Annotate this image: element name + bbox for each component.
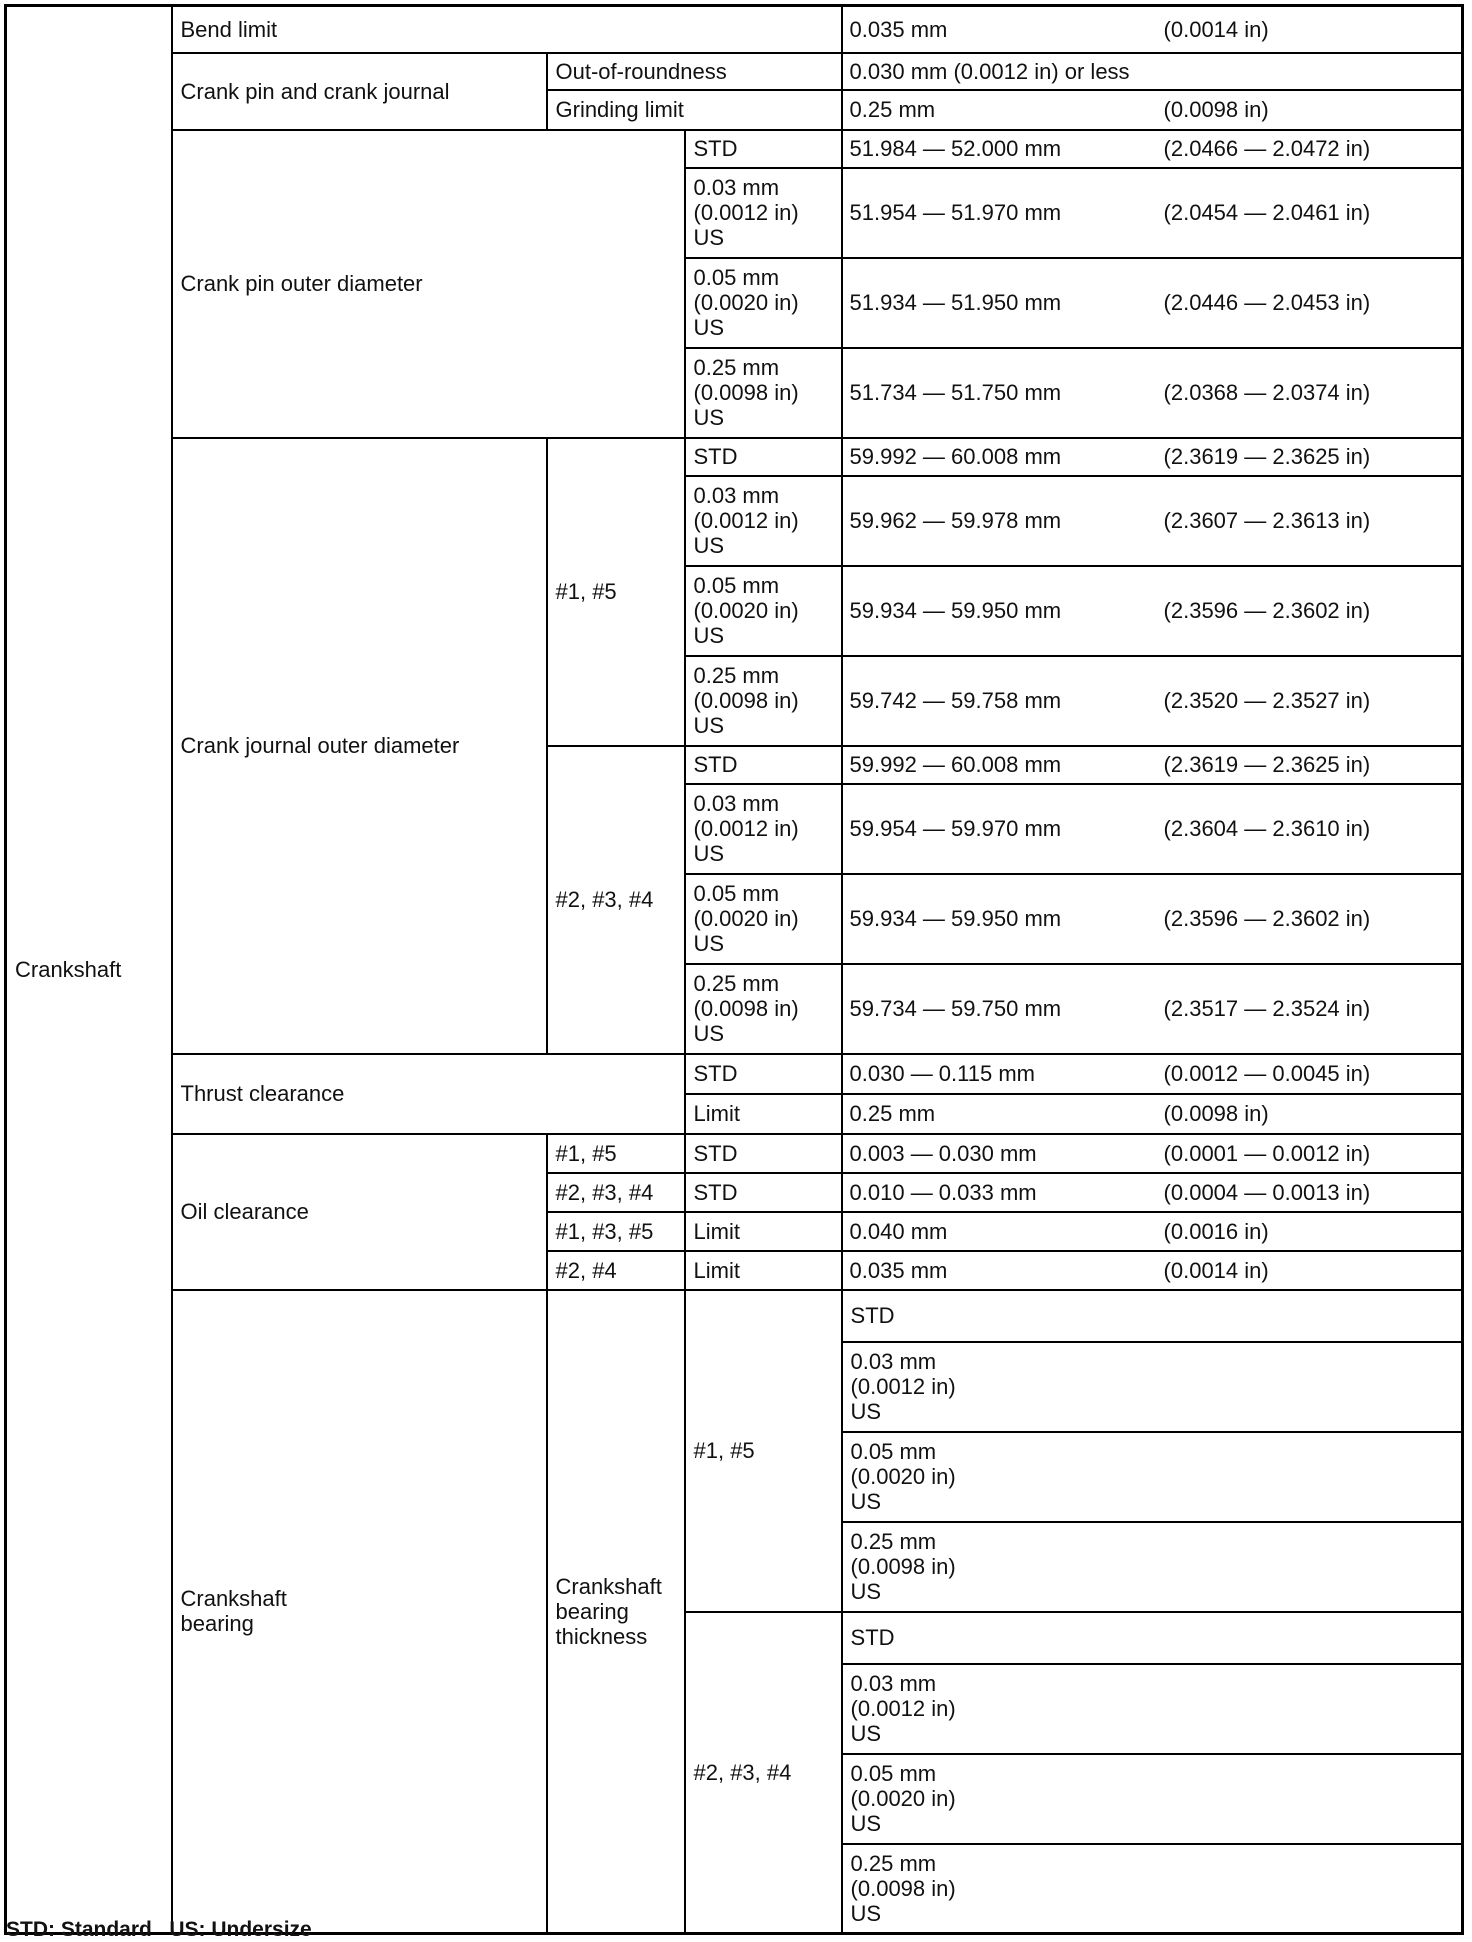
size-cell: 0.05 mm (0.0020 in) US [685,566,842,656]
param-crank-pin-od: Crank pin outer diameter [172,130,685,438]
size-cell: STD [685,1054,842,1094]
param-grinding-limit: Grinding limit [547,90,842,130]
param-crank-journal-od: Crank journal outer diameter [172,438,547,1054]
table-row [6,53,1463,90]
size-cell: STD [842,1290,1463,1342]
value-cell [842,1212,1463,1251]
imperial-value: (2.3604 — 2.3610 in) [1163,816,1371,841]
size-cell: Limit [685,1251,842,1290]
imperial-value: (0.0098 in) [1163,97,1269,122]
journal-group: #1, #5 [547,1134,685,1173]
size-cell: 0.03 mm (0.0012 in) US [685,784,842,874]
spec-table [4,4,1464,1935]
metric-value: 59.992 — 60.008 mm [849,444,1062,469]
metric-value: 0.003 — 0.030 mm [849,1140,1037,1166]
value-cell [842,874,1463,964]
metric-value: 59.954 — 59.970 mm [849,816,1062,841]
imperial-value: (0.0012 — 0.0045 in) [1163,1061,1371,1086]
imperial-value: (2.3619 — 2.3625 in) [1163,444,1371,469]
metric-value: 0.25 mm [849,97,936,122]
value-cell [842,784,1463,874]
journal-group: #2, #3, #4 [547,746,685,1054]
size-cell: 0.25 mm (0.0098 in) US [842,1522,1463,1612]
size-cell: 0.03 mm (0.0012 in) US [842,1342,1463,1432]
journal-group: #2, #4 [547,1251,685,1290]
metric-value: 59.962 — 59.978 mm [849,508,1062,533]
section-label-crankshaft-bearing: Crankshaft bearing [172,1290,547,1934]
size-cell: 0.03 mm (0.0012 in) US [685,168,842,258]
imperial-value: (2.0446 — 2.0453 in) [1163,290,1371,315]
size-cell: 0.05 mm (0.0020 in) US [842,1754,1463,1844]
size-cell: STD [685,438,842,476]
metric-value: 51.734 — 51.750 mm [849,380,1062,405]
imperial-value: (0.0001 — 0.0012 in) [1163,1140,1371,1166]
value-cell [842,566,1463,656]
value-cell [842,476,1463,566]
table-row [6,1134,1463,1173]
metric-value: 51.954 — 51.970 mm [849,200,1062,225]
imperial-value: (2.3607 — 2.3613 in) [1163,508,1371,533]
imperial-value: (2.3517 — 2.3524 in) [1163,996,1371,1021]
table-row [6,1290,1463,1342]
metric-value: 0.035 mm [849,1257,948,1283]
size-cell: STD [685,1173,842,1212]
table-row [6,438,1463,476]
imperial-value: (2.0368 — 2.0374 in) [1163,380,1371,405]
size-cell: 0.25 mm (0.0098 in) US [685,964,842,1054]
metric-value: 0.010 — 0.033 mm [849,1179,1037,1205]
value-cell [842,656,1463,746]
value-cell [842,1054,1463,1094]
metric-value: 59.934 — 59.950 mm [849,906,1062,931]
imperial-value: (0.0004 — 0.0013 in) [1163,1179,1371,1205]
metric-value: 0.030 mm (0.0012 in) or less [849,58,1130,84]
journal-group: #2, #3, #4 [685,1612,842,1934]
value-cell [842,1173,1463,1212]
size-cell: 0.25 mm (0.0098 in) US [685,656,842,746]
size-cell: STD [685,746,842,784]
param-pin-and-journal: Crank pin and crank journal [172,53,547,130]
journal-group: #1, #5 [685,1290,842,1612]
metric-value: 0.030 — 0.115 mm [849,1061,1035,1086]
imperial-value: (0.0014 in) [1163,1257,1269,1283]
imperial-value: (2.3596 — 2.3602 in) [1163,906,1371,931]
metric-value: 59.934 — 59.950 mm [849,598,1062,623]
size-cell: STD [685,1134,842,1173]
table-row [6,6,1463,53]
param-thrust-clearance: Thrust clearance [172,1054,685,1134]
imperial-value: (0.0016 in) [1163,1218,1269,1244]
metric-value: 0.040 mm [849,1218,948,1244]
journal-group: #1, #3, #5 [547,1212,685,1251]
value-cell [842,1134,1463,1173]
imperial-value: (0.0014 in) [1163,16,1269,42]
param-out-of-roundness: Out-of-roundness [547,53,842,90]
imperial-value: (2.0454 — 2.0461 in) [1163,200,1371,225]
metric-value: 51.984 — 52.000 mm [849,136,1062,161]
metric-value: 0.035 mm [849,16,948,42]
value-cell [842,1094,1463,1134]
journal-group: #2, #3, #4 [547,1173,685,1212]
size-cell: 0.05 mm (0.0020 in) US [685,258,842,348]
metric-value: 59.742 — 59.758 mm [849,688,1062,713]
size-cell: 0.25 mm (0.0098 in) US [842,1844,1463,1934]
size-cell: Limit [685,1094,842,1134]
metric-value: 59.734 — 59.750 mm [849,996,1062,1021]
value-cell [842,1251,1463,1290]
size-cell: 0.03 mm (0.0012 in) US [685,476,842,566]
param-bend-limit: Bend limit [172,6,842,53]
imperial-value: (2.3596 — 2.3602 in) [1163,598,1371,623]
imperial-value: (2.0466 — 2.0472 in) [1163,136,1371,161]
value-cell [842,438,1463,476]
size-cell: 0.25 mm (0.0098 in) US [685,348,842,438]
metric-value: 51.934 — 51.950 mm [849,290,1062,315]
value-cell [842,168,1463,258]
size-cell: Limit [685,1212,842,1251]
metric-value: 0.25 mm [849,1101,936,1126]
value-cell [842,53,1463,90]
value-cell [842,130,1463,168]
table-row [6,1054,1463,1094]
param-oil-clearance: Oil clearance [172,1134,547,1290]
table-row [6,130,1463,168]
footnote-legend: STD: Standard US: Undersize [6,1918,312,1941]
journal-group: #1, #5 [547,438,685,746]
imperial-value: (2.3520 — 2.3527 in) [1163,688,1371,713]
size-cell: STD [842,1612,1463,1664]
value-cell [842,348,1463,438]
value-cell [842,90,1463,130]
value-cell [842,746,1463,784]
imperial-value: (2.3619 — 2.3625 in) [1163,752,1371,777]
section-label-crankshaft: Crankshaft [6,6,172,1934]
size-cell: 0.03 mm (0.0012 in) US [842,1664,1463,1754]
imperial-value: (0.0098 in) [1163,1101,1269,1126]
value-cell [842,258,1463,348]
size-cell: 0.05 mm (0.0020 in) US [842,1432,1463,1522]
value-cell [842,6,1463,53]
size-cell: STD [685,130,842,168]
param-bearing-thickness: Crankshaft bearing thickness [547,1290,685,1934]
value-cell [842,964,1463,1054]
metric-value: 59.992 — 60.008 mm [849,752,1062,777]
size-cell: 0.05 mm (0.0020 in) US [685,874,842,964]
